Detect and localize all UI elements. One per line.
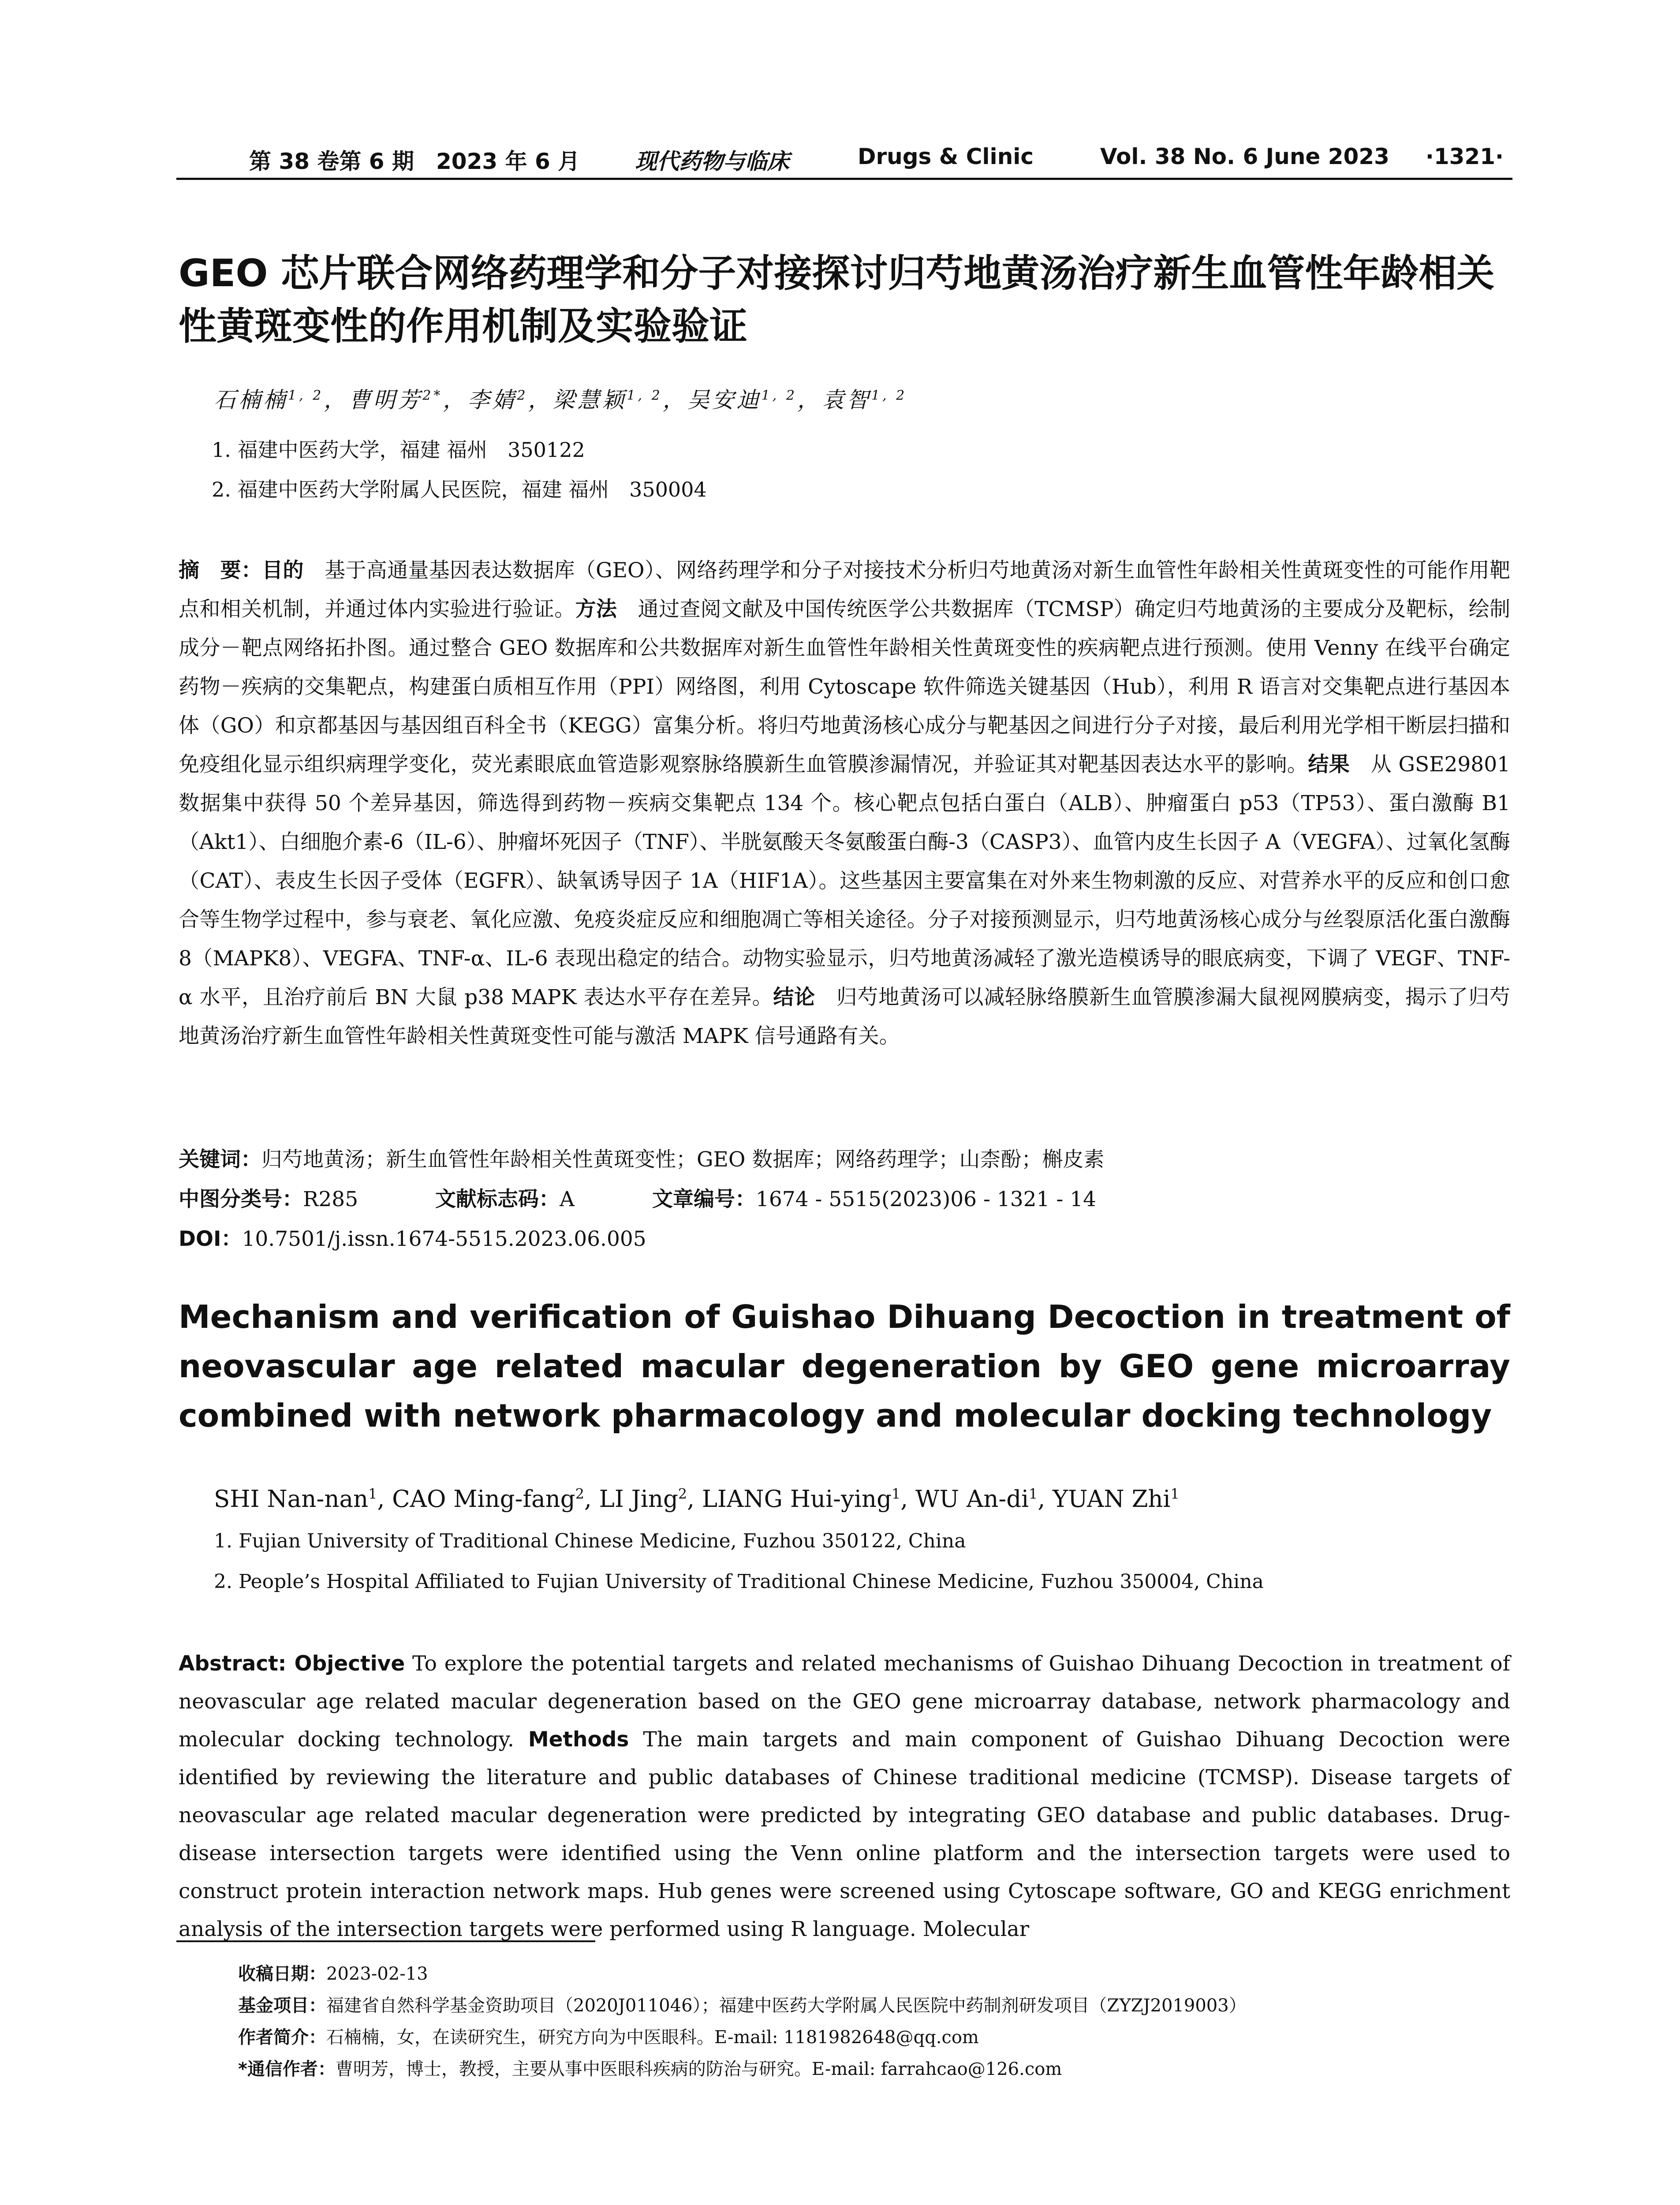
bio-value: 石楠楠，女，在读研究生，研究方向为中医眼科。E-mail: 1181982648@qq.com [326, 2027, 979, 2048]
doi-label: DOI： [179, 1227, 242, 1251]
corresponding-label: *通信作者： [238, 2059, 336, 2079]
abstract-cn [179, 551, 1510, 1056]
received-date: 2023-02-13 [326, 1964, 428, 1984]
abstract-cn-methods-label: 方法 [575, 597, 617, 621]
abstract-en-methods-label: Methods [528, 1727, 629, 1752]
author-sep: ， [797, 387, 822, 413]
fund-value: 福建省自然科学基金资助项目（2020J011046）；福建中医药大学附属人民医院中药制剂研发项目（ZYZJ2019003） [326, 1996, 1247, 2016]
header-journal-cn: 现代药物与临床 [635, 149, 789, 174]
author-en-4-affil: 1 [892, 1486, 901, 1502]
author-en-5-affil: 1 [1029, 1486, 1038, 1502]
author-cn-3: 李婧 [467, 387, 517, 413]
title-cn: GEO 芯片联合网络药理学和分子对接探讨归芍地黄汤治疗新生血管性年龄相关性黄斑变性的作用机制及实验验证 [179, 251, 1495, 348]
author-sep: , [900, 1486, 915, 1513]
author-sep: ， [443, 387, 468, 413]
abstract-cn-conclusion-label: 结论 [773, 985, 815, 1009]
header-rule [176, 178, 1512, 180]
abstract-cn-results-label: 结果 [1308, 752, 1350, 777]
footnote-fund [238, 1990, 1508, 2022]
authors-en [214, 1484, 1493, 1515]
author-en-4: LIANG Hui-ying [702, 1486, 892, 1513]
authors-cn [214, 385, 1493, 415]
author-cn-2-affil: 2* [422, 388, 443, 404]
header-issue: 第 38 卷第 6 期 2023 年 6 月 [249, 149, 580, 174]
author-sep: , [584, 1486, 599, 1513]
abstract-cn-objective: 基于高通量基因表达数据库（GEO）、网络药理学和分子对接技术分析归芍地黄汤对新生血管性年龄相关性黄斑变性的可能作用靶点和相关机制，并通过体内实验进行验证。 [179, 558, 1511, 621]
affiliation-cn-2: 2. 福建中医药大学附属人民医院，福建 福州 350004 [212, 478, 707, 501]
received-label: 收稿日期： [238, 1964, 326, 1984]
author-cn-1-affil: 1, 2 [288, 388, 324, 404]
abstract-en-label: Abstract: [179, 1652, 295, 1676]
abstract-cn-conclusion: 归芍地黄汤可以减轻脉络膜新生血管膜渗漏大鼠视网膜病变，揭示了归芍地黄汤治疗新生血管性年龄相关性黄斑变性可能与激活 MAPK 信号通路有关。 [179, 985, 1511, 1048]
footnotes [238, 1958, 1508, 2085]
author-cn-5: 吴安迪 [687, 387, 762, 413]
abstract-cn-results: 从 GSE29801 数据集中获得 50 个差异基因，筛选得到药物－疾病交集靶点 134 个。核心靶点包括白蛋白（ALB）、肿瘤蛋白 p53（TP53）、蛋白激酶 B1（Akt1）、白细胞介素-6（IL-6）、肿瘤坏死因子（TNF）、半胱氨酸天冬氨酸蛋白酶-3（CASP3）、血管内皮生长因子 A（VEGFA）、过氧化氢酶（CAT）、表皮生长因子受体（EGFR）、缺氧诱导因子 1A（HIF1A）。这些基因主要富集在对外来生物刺激的反应、对营养水平的反应和创口愈合等生物学过程中，参与衰老、氧化应激、免疫炎症反应和细胞凋亡等相关途径。分子对接预测显示，归芍地黄汤核心成分与丝裂原活化蛋白激酶 8（MAPK8）、VEGFA、TNF-α、IL-6 表现出稳定的结合。动物实验显示，归芍地黄汤减轻了激光造模诱导的眼底病变，下调了 VEGF、TNF-α 水平，且治疗前后 BN 大鼠 p38 MAPK 表达水平存在差异。 [179, 752, 1511, 1009]
classification-line [179, 1184, 1510, 1215]
abstract-en-objective: To explore the potential targets and related mechanisms of Guishao Dihuang Decoction in treatment of neovascular age related macular degeneration based on the GEO gene microarray database, network pharmacology and molecular docking technology. [179, 1652, 1510, 1752]
author-sep: ， [324, 387, 349, 413]
abstract-en [179, 1645, 1510, 1948]
author-en-1-affil: 1 [368, 1486, 377, 1502]
author-en-1: SHI Nan-nan [214, 1486, 369, 1513]
title-en: Mechanism and verification of Guishao Dihuang Decoction in treatment of neovascular age related macular degeneration by GEO gene microarray combined with network pharmacology and molecular docking technology [179, 1298, 1510, 1434]
doc-code-value: A [560, 1187, 575, 1211]
author-en-5: WU An-di [915, 1486, 1029, 1513]
author-sep: ， [662, 387, 687, 413]
author-cn-4-affil: 1, 2 [627, 388, 663, 404]
abstract-cn-methods: 通过查阅文献及中国传统医学公共数据库（TCMSP）确定归芍地黄汤的主要成分及靶标，绘制成分－靶点网络拓扑图。通过整合 GEO 数据库和公共数据库对新生血管性年龄相关性黄斑变性的疾病靶点进行预测。使用 Venny 在线平台确定药物－疾病的交集靶点，构建蛋白质相互作用（PPI）网络图，利用 Cytoscape 软件筛选关键基因（Hub），利用 R 语言对交集靶点进行基因本体（GO）和京都基因与基因组百科全书（KEGG）富集分析。将归芍地黄汤核心成分与靶基因之间进行分子对接，最后利用光学相干断层扫描和免疫组化显示组织病理学变化，荧光素眼底血管造影观察脉络膜新生血管膜渗漏情况，并验证其对靶基因表达水平的影响。 [179, 597, 1511, 777]
author-en-2-affil: 2 [575, 1486, 584, 1502]
footnote-corresponding [238, 2053, 1508, 2085]
author-cn-5-affil: 1, 2 [761, 388, 797, 404]
clc-value: R285 [303, 1187, 358, 1211]
author-cn-3-affil: 2 [517, 388, 528, 404]
keywords-cn-text: 归芍地黄汤；新生血管性年龄相关性黄斑变性；GEO 数据库；网络药理学；山柰酚；槲皮素 [261, 1147, 1105, 1172]
author-cn-2: 曹明芳 [348, 387, 423, 413]
article-id-value: 1674 - 5515(2023)06 - 1321 - 14 [756, 1187, 1097, 1211]
author-sep: , [1038, 1486, 1053, 1513]
doi-value[interactable]: 10.7501/j.issn.1674-5515.2023.06.005 [242, 1227, 646, 1251]
article-id-label: 文章编号： [652, 1187, 756, 1211]
affiliation-en-1: 1. Fujian University of Traditional Chinese Medicine, Fuzhou 350122, China [214, 1530, 966, 1552]
abstract-en-methods: The main targets and main component of Guishao Dihuang Decoction were identified by reviewing the literature and public databases of Chinese traditional medicine (TCMSP). Disease targets of neovascular age related macular degeneration were predicted by integrating GEO database and public databases. Drug-disease intersection targets were identified using the Venn online platform and the intersection targets were used to construct protein interaction network maps. Hub genes were screened using Cytoscape software, GO and KEGG enrichment analysis of the intersection targets were performed using R language. Molecular [179, 1727, 1510, 1941]
affiliation-cn-1: 1. 福建中医药大学，福建 福州 350122 [212, 438, 585, 462]
author-cn-6: 袁智 [821, 387, 871, 413]
footnote-received [238, 1958, 1508, 1990]
doi-line [179, 1224, 1510, 1255]
keywords-cn [179, 1144, 1510, 1175]
footnote-rule [176, 1940, 595, 1942]
abstract-cn-label: 摘 要： [179, 558, 262, 583]
author-cn-1: 石楠楠 [214, 387, 288, 413]
fund-label: 基金项目： [238, 1996, 326, 2016]
author-en-6: YUAN Zhi [1053, 1486, 1171, 1513]
abstract-en-objective-label: Objective [294, 1652, 405, 1676]
author-sep: ， [528, 387, 553, 413]
clc-label: 中图分类号： [179, 1187, 303, 1211]
running-header [176, 139, 1512, 179]
bio-label: 作者简介： [238, 2027, 326, 2048]
author-en-6-affil: 1 [1170, 1486, 1180, 1502]
corresponding-value: 曹明芳，博士，教授，主要从事中医眼科疾病的防治与研究。E-mail: farrahcao@126.com [335, 2059, 1062, 2079]
abstract-cn-objective-label: 目的 [262, 558, 304, 583]
header-journal-en: Drugs & Clinic [858, 144, 1034, 169]
doc-code-label: 文献标志码： [435, 1187, 560, 1211]
author-sep: , [687, 1486, 702, 1513]
keywords-cn-label: 关键词： [179, 1147, 261, 1172]
affiliation-en-2: 2. People’s Hospital Affiliated to Fujian University of Traditional Chinese Medicine, Fuzhou 350004, China [214, 1570, 1264, 1593]
header-page-number: ·1321· [1425, 144, 1504, 169]
author-en-2: CAO Ming-fang [392, 1486, 575, 1513]
author-sep: , [377, 1486, 392, 1513]
author-cn-4: 梁慧颖 [553, 387, 627, 413]
author-cn-6-affil: 1, 2 [871, 388, 907, 404]
header-volume: Vol. 38 No. 6 June 2023 [1100, 144, 1389, 169]
footnote-author-bio [238, 2022, 1508, 2053]
author-en-3: LI Jing [599, 1486, 678, 1513]
author-en-3-affil: 2 [678, 1486, 687, 1502]
